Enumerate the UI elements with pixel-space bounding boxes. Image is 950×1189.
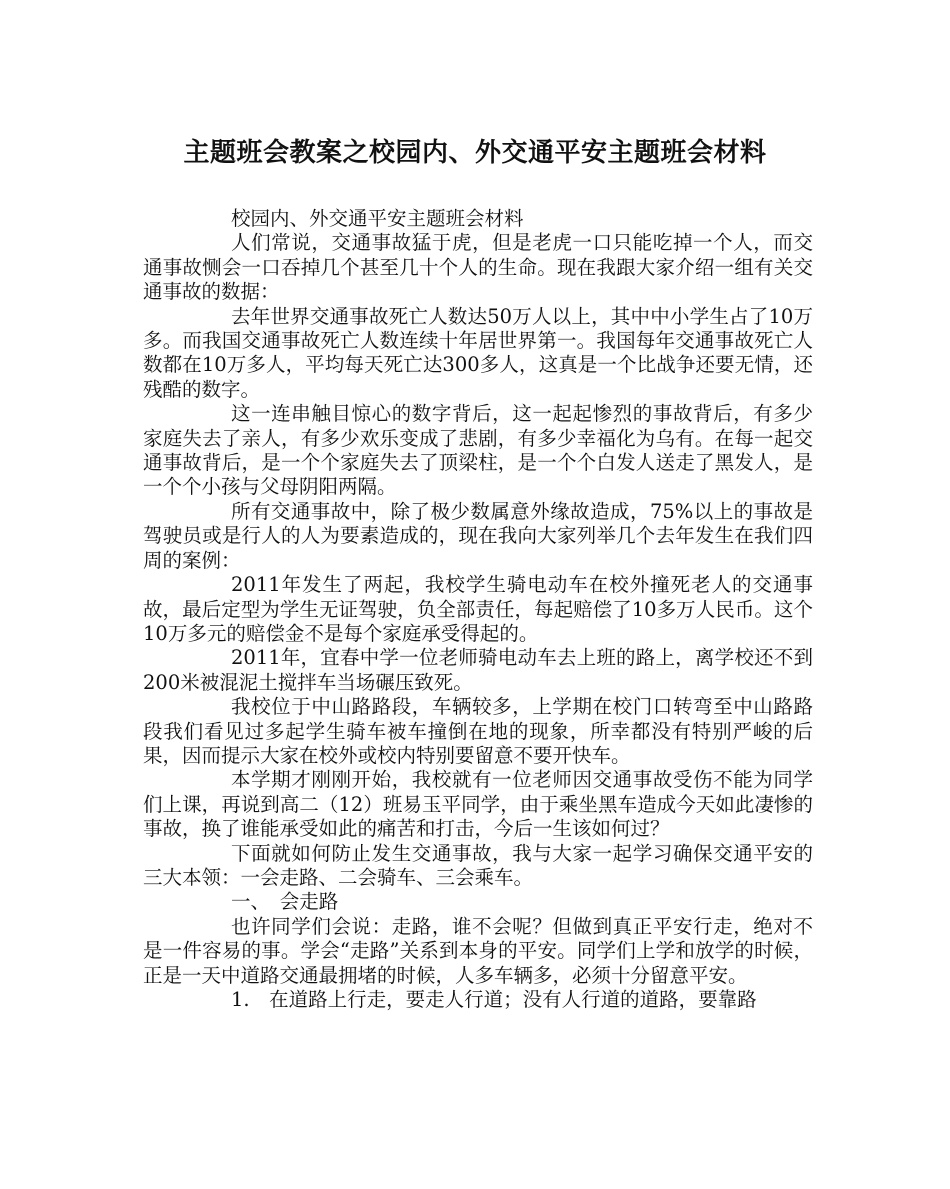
paragraph: 也许同学们会说：走路，谁不会呢？但做到真正平安行走，绝对不是一件容易的事。学会“走路”关系到本身的平安。同学们上学和放学的时候，正是一天中道路交通最拥堵的时候，人多车辆多，必须十分留意平安。 <box>143 914 813 987</box>
paragraph: 2011年发生了两起，我校学生骑电动车在校外撞死老人的交通事故，最后定型为学生无证驾驶，负全部责任，每起赔偿了10多万人民币。这个10万多元的赔偿金不是每个家庭承受得起的。 <box>143 573 813 645</box>
list-item: 1. 在道路上行走，要走人行道；没有人行道的道路，要靠路 <box>231 988 757 1011</box>
paragraph: 这一连串触目惊心的数字背后，这一起起惨烈的事故背后，有多少家庭失去了亲人，有多少欢乐变成了悲剧，有多少幸福化为乌有。在每一起交通事故背后，是一个个家庭失去了顶梁柱，是一个个白发人送走了黑发人，是一个个小孩与父母阴阳两隔。 <box>143 402 813 499</box>
paragraph: 下面就如何防止发生交通事故，我与大家一起学习确保交通平安的三大本领：一会走路、二会骑车、三会乘车。 <box>143 841 813 889</box>
paragraph: 去年世界交通事故死亡人数达50万人以上，其中中小学生占了10万多。而我国交通事故死亡人数连续十年居世界第一。我国每年交通事故死亡人数都在10万多人，平均每天死亡达300多人，这真是一个比战争还要无情，还残酷的数字。 <box>143 304 813 401</box>
section-heading: 一、 会走路 <box>231 890 339 914</box>
paragraph: 2011年，宜春中学一位老师骑电动车去上班的路上，离学校还不到200米被混泥土搅拌车当场碾压致死。 <box>143 646 813 694</box>
document-title: 主题班会教案之校园内、外交通平安主题班会材料 <box>183 138 767 168</box>
paragraph-subtitle: 校园内、外交通平安主题班会材料 <box>231 207 524 230</box>
paragraph: 我校位于中山路路段，车辆较多，上学期在校门口转弯至中山路路段我们看见过多起学生骑车被车撞倒在地的现象，所幸都没有特别严峻的后果，因而提示大家在校外或校内特别要留意不要开快车。 <box>143 695 813 767</box>
document-body <box>143 207 813 1012</box>
paragraph: 人们常说，交通事故猛于虎，但是老虎一口只能吃掉一个人，而交通事故恻会一口吞掉几个甚至几十个人的生命。现在我跟大家介绍一组有关交通事故的数据： <box>143 231 813 304</box>
paragraph: 所有交通事故中，除了极少数属意外缘故造成，75%以上的事故是驾驶员或是行人的人为要素造成的，现在我向大家列举几个去年发生在我们四周的案例： <box>143 499 813 572</box>
paragraph: 本学期才刚刚开始，我校就有一位老师因交通事故受伤不能为同学们上课，再说到高二（12）班易玉平同学，由于乘坐黑车造成今天如此凄惨的事故，换了谁能承受如此的痛苦和打击，今后一生该如何过？ <box>143 768 813 841</box>
